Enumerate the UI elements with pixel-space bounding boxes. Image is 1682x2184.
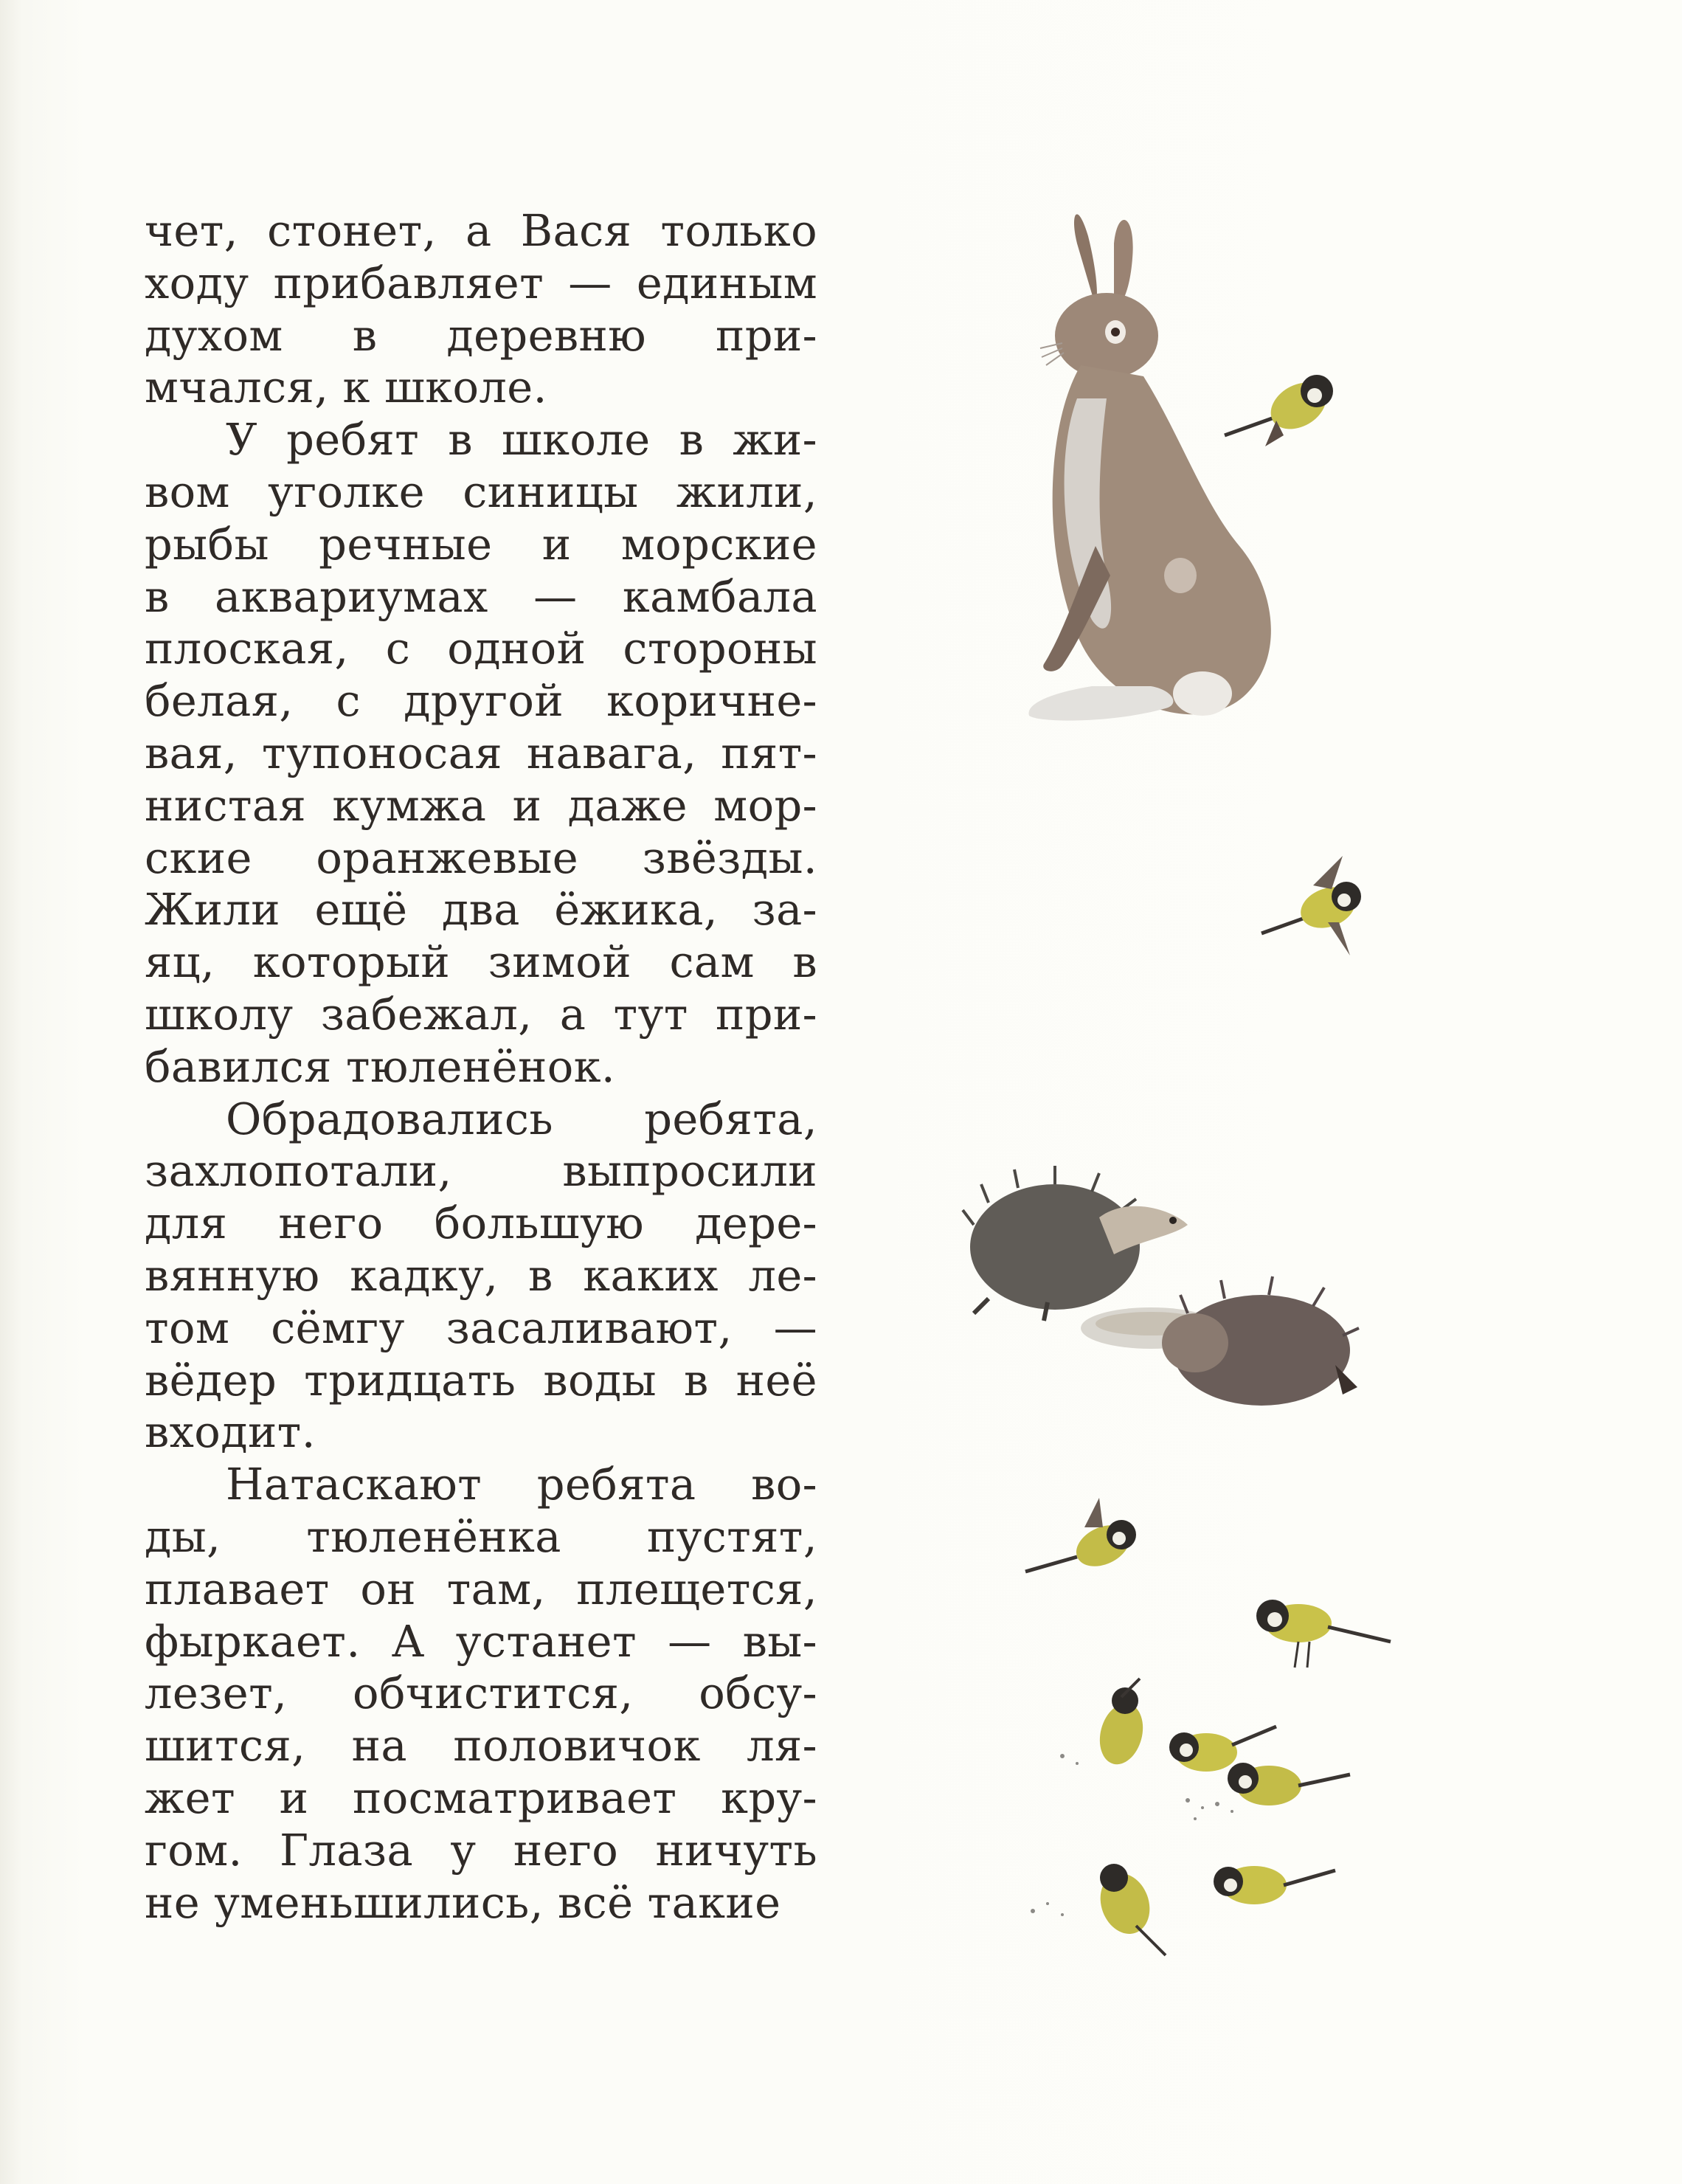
- hedgehog-icon: [963, 1166, 1188, 1321]
- text-line: яц, который зимой сам в: [145, 936, 817, 988]
- text-line: ды, тюленёнка пустят,: [145, 1510, 817, 1562]
- text-line: бавился тюленёнок.: [145, 1040, 616, 1092]
- text-line: вом уголке синицы жили,: [145, 466, 817, 517]
- text-line: жет и посматривает кру-: [145, 1772, 817, 1823]
- tit-bird-icon: [1025, 1498, 1136, 1575]
- text-line: в аквариумах — камбала: [145, 570, 817, 622]
- text-line: плавает он там, плещется,: [145, 1563, 817, 1614]
- text-line: чет, стонет, а Вася только: [145, 205, 817, 256]
- tit-bird-icon: [1093, 1679, 1149, 1769]
- tit-bird-icon: [1225, 373, 1335, 446]
- text-line: шится, на половичок ля-: [145, 1720, 817, 1772]
- text-line: Натаскают ребята во-: [226, 1459, 817, 1510]
- text-line: не уменьшились, всё такие: [145, 1876, 781, 1928]
- tit-bird-icon: [1256, 1600, 1391, 1668]
- text-line: ские оранжевые звёзды.: [145, 832, 817, 883]
- tit-bird-icon: [1093, 1864, 1166, 1955]
- text-line: Обрадовались ребята,: [226, 1093, 817, 1144]
- tit-bird-icon: [1214, 1866, 1335, 1904]
- hedgehog-icon: [1162, 1276, 1359, 1406]
- text-line: школу забежал, а тут при-: [145, 988, 817, 1040]
- text-line: фыркает. А устанет — вы-: [145, 1615, 817, 1667]
- text-line: белая, с другой коричне-: [145, 675, 817, 727]
- text-line: плоская, с одной стороны: [145, 623, 817, 674]
- text-line: вянную кадку, в каких ле-: [145, 1249, 817, 1301]
- hare-icon: [1028, 214, 1270, 720]
- text-line: духом в деревню при-: [145, 309, 817, 361]
- tit-bird-icon: [1169, 1727, 1276, 1772]
- text-line: вёдер тридцать воды в неё: [145, 1354, 817, 1406]
- text-line: У ребят в школе в жи-: [226, 414, 817, 466]
- text-line: лезет, обчистится, обсу-: [145, 1668, 817, 1719]
- text-line: мчался, к школе.: [145, 362, 547, 413]
- text-line: гом. Глаза у него ничуть: [145, 1824, 817, 1876]
- text-line: вая, тупоносая навага, пят-: [145, 727, 817, 778]
- text-line: том сёмгу засаливают, —: [145, 1302, 817, 1353]
- text-line: ходу прибавляет — единым: [145, 257, 817, 308]
- text-line: нистая кумжа и даже мор-: [145, 779, 817, 831]
- animals-illustration: [959, 177, 1520, 1963]
- text-line: рыбы речные и морские: [145, 518, 817, 570]
- text-line: входит.: [145, 1406, 316, 1458]
- tit-bird-icon: [1228, 1763, 1350, 1805]
- text-line: для него большую дере-: [145, 1198, 817, 1249]
- text-line: Жили ещё два ёжика, за-: [145, 884, 817, 936]
- text-line: захлопотали, выпросили: [145, 1145, 817, 1197]
- tit-bird-icon: [1262, 856, 1361, 956]
- story-text: [145, 205, 817, 1929]
